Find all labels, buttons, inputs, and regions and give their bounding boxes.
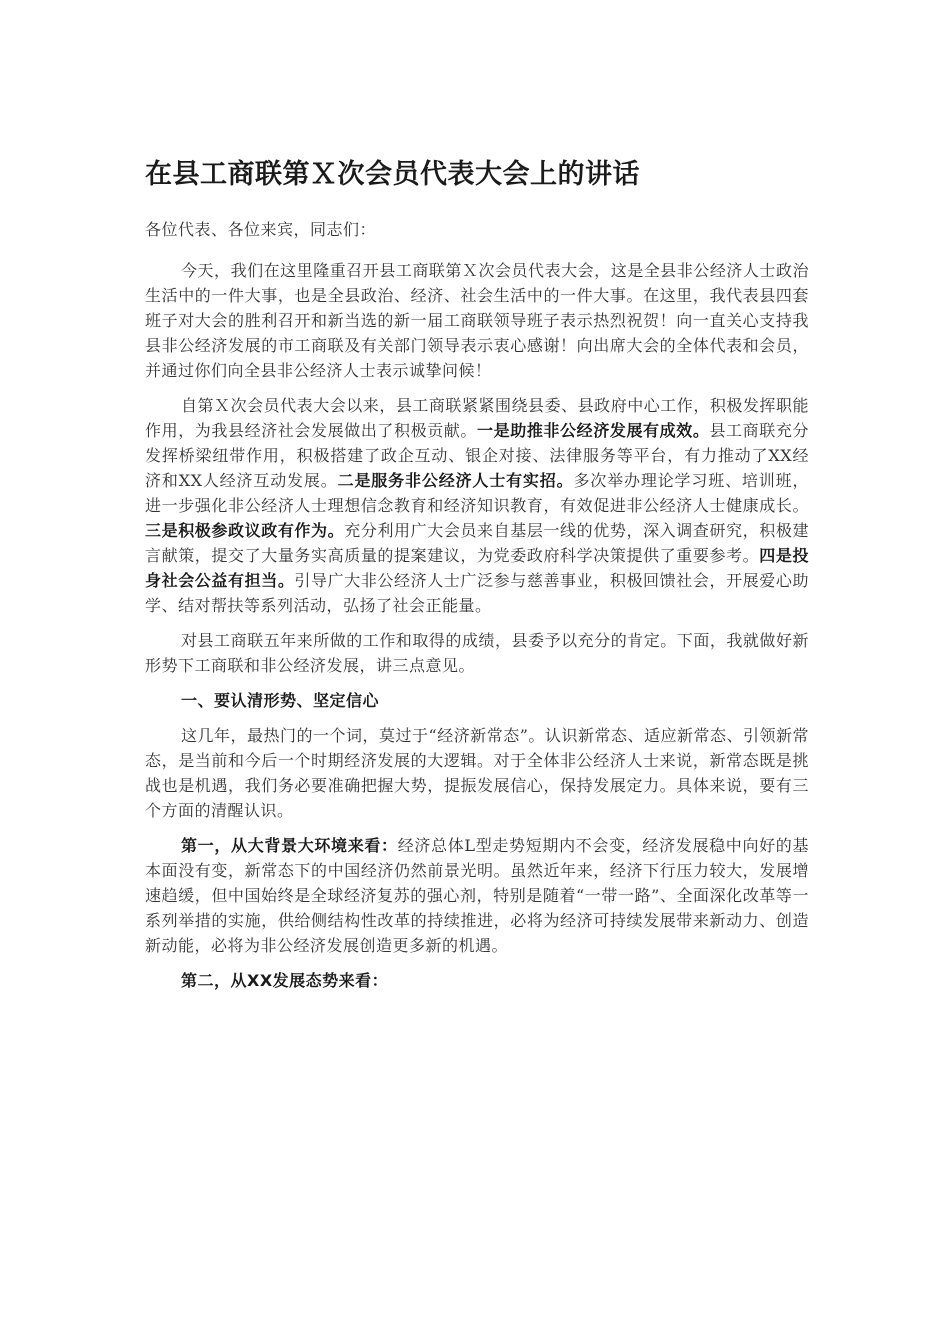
achievement-1-heading: 一是助推非公经济发展有成效。 bbox=[477, 421, 710, 440]
section-heading-1: 一、要认清形势、坚定信心 bbox=[181, 691, 380, 710]
first-point-text: 经济总体L型走势短期内不会变，经济发展稳中向好的基本面没有变，新常态下的中国经济仍然前景光明。虽然近年来，经济下行压力较大，发展增速趋缓，但中国始终是全球经济复苏的强心剂，特别是随着“一带一路”、全面深化改革等一系列举措的实施，供给侧结构性改革的持续推进，必将为经济可持续发展带来新动力、创造新动能，必将为非公经济发展创造更多新的机遇。 bbox=[145, 836, 809, 955]
paragraph-new-normal: 这几年，最热门的一个词，莫过于“经济新常态”。认识新常态、适应新常态、引领新常态，是当前和今后一个时期经济发展的大逻辑。对于全体非公经济人士来说，新常态既是挑战也是机遇，我们务必要准确把握大势，提振发展信心，保持发展定力。具体来说，要有三个方面的清醒认识。 bbox=[145, 726, 809, 820]
document-title: 在县工商联第Ｘ次会员代表大会上的讲话 bbox=[145, 159, 640, 190]
salutation: 各位代表、各位来宾，同志们： bbox=[145, 220, 377, 239]
achievement-1-text: 县工商联充分发挥桥梁纽带作用，积极搭建了政企互动、银企对接、法律服务等平台，有力推动了XX经济和XX人经济互动发展。 bbox=[145, 421, 809, 490]
document-body bbox=[145, 153, 809, 1003]
achievement-2-text: 多次举办理论学习班、培训班，进一步强化非公经济人士理想信念教育和经济知识教育，有效促进非公经济人士健康成长。 bbox=[145, 471, 809, 515]
achievement-3-text: 充分利用广大会员来自基层一线的优势，深入调查研究，积极建言献策，提交了大量务实高质量的提案建议，为党委政府科学决策提供了重要参考。 bbox=[145, 521, 809, 565]
achievement-4-text: 引导广大非公经济人士广泛参与慈善事业，积极回馈社会，开展爱心助学、结对帮扶等系列活动，弘扬了社会正能量。 bbox=[145, 571, 809, 615]
paragraph-transition: 对县工商联五年来所做的工作和取得的成绩，县委予以充分的肯定。下面，我就做好新形势下工商联和非公经济发展，讲三点意见。 bbox=[145, 631, 809, 675]
achievement-2-heading: 二是服务非公经济人士有实招。 bbox=[337, 471, 574, 490]
achievement-3-heading: 三是积极参政议政有作为。 bbox=[145, 521, 345, 540]
first-point-heading: 第一，从大背景大环境来看： bbox=[181, 836, 398, 855]
paragraph-second-point-heading: 第二，从XX发展态势来看： bbox=[181, 971, 389, 990]
paragraph-opening: 今天，我们在这里隆重召开县工商联第Ｘ次会员代表大会，这是全县非公经济人士政治生活中的一件大事，也是全县政治、经济、社会生活中的一件大事。在这里，我代表县四套班子对大会的胜利召开和新当选的新一届工商联领导班子表示热烈祝贺！向一直关心支持我县非公经济发展的市工商联及有关部门领导表示衷心感谢！向出席大会的全体代表和会员，并通过你们向全县非公经济人士表示诚挚问候！ bbox=[145, 261, 809, 380]
achievements-intro: 自第Ｘ次会员代表大会以来，县工商联紧紧围绕县委、县政府中心工作，积极发挥职能作用，为我县经济社会发展做出了积极贡献。 bbox=[145, 396, 809, 440]
paragraph-first-point bbox=[145, 833, 809, 958]
paragraph-achievements bbox=[145, 393, 809, 618]
achievement-4-heading: 四是投身社会公益有担当。 bbox=[145, 546, 809, 590]
